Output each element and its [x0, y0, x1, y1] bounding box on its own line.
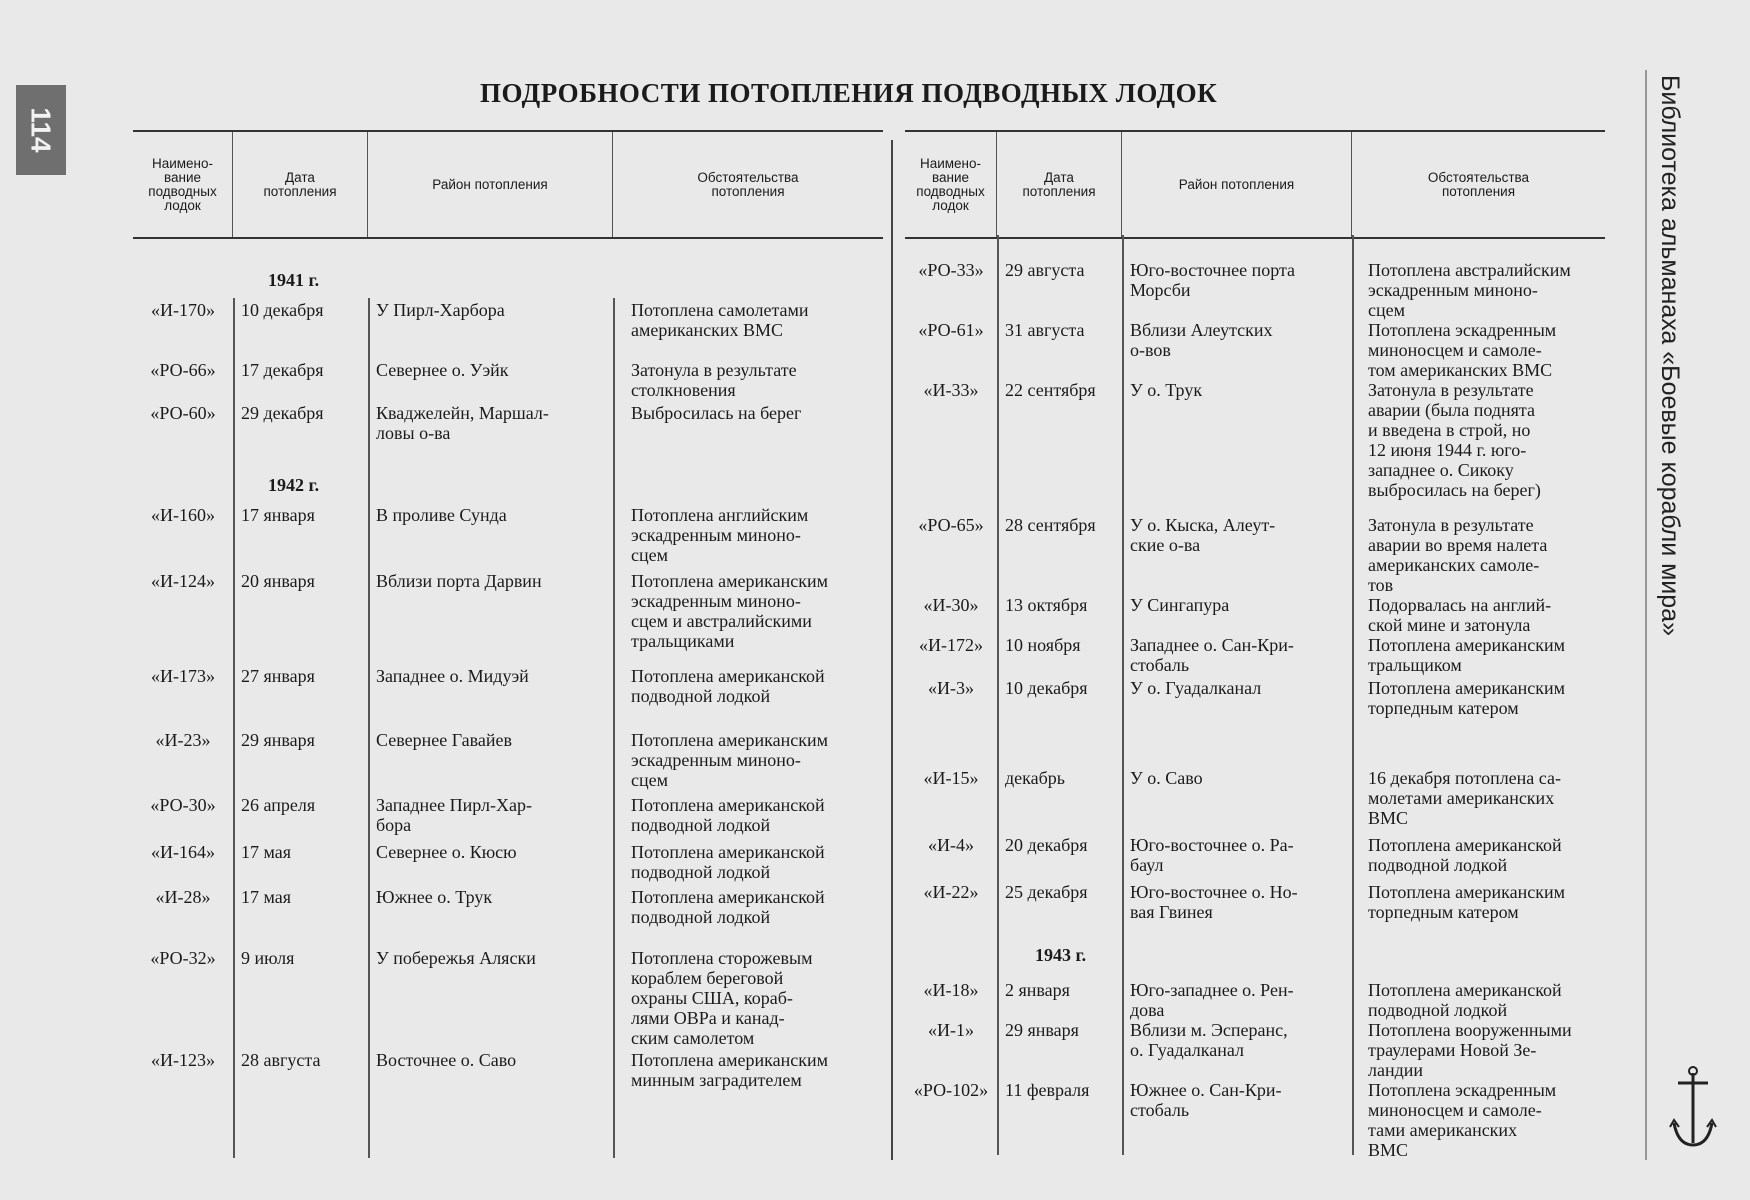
- sinking-circumstances: Потоплена вооруженными траулерами Новой Зе- ландии: [1368, 1020, 1572, 1080]
- series-title: Библиотека альманаха «Боевые корабли мира»: [1656, 75, 1684, 636]
- sinking-circumstances: Потоплена американским торпедным катером: [1368, 882, 1565, 922]
- sinking-date: 10 ноября: [1005, 635, 1081, 655]
- sinking-circumstances: Затонула в результате аварии во время налета американских самоле- тов: [1368, 515, 1548, 595]
- submarine-name: «РО-30»: [150, 795, 216, 815]
- column-rule: [1352, 235, 1354, 1155]
- page-number-tab: [16, 85, 66, 175]
- column-rule: [368, 298, 370, 1158]
- sinking-area: Южнее о. Трук: [376, 887, 493, 907]
- header-name: Наимено- вание подводных лодок: [905, 132, 997, 237]
- sinking-circumstances: Потоплена американской подводной лодкой: [631, 887, 825, 927]
- sinking-date: 28 сентября: [1005, 515, 1096, 535]
- submarine-name: «И-1»: [928, 1020, 974, 1040]
- sinking-circumstances: Потоплена американской подводной лодкой: [631, 666, 825, 706]
- column-rule: [233, 298, 235, 1158]
- sinking-area: Севернее о. Уэйк: [376, 360, 509, 380]
- submarine-name: «РО-32»: [150, 948, 216, 968]
- sinking-date: 10 декабря: [241, 300, 324, 320]
- sinking-date: 17 января: [241, 505, 315, 525]
- submarine-name: «И-164»: [151, 842, 215, 862]
- sinking-circumstances: 16 декабря потоплена са- молетами американских ВМС: [1368, 768, 1561, 828]
- submarine-name: «И-123»: [151, 1050, 215, 1070]
- sinking-area: У Пирл-Харбора: [376, 300, 505, 320]
- sinking-date: 29 января: [1005, 1020, 1079, 1040]
- submarine-name: «И-172»: [919, 635, 983, 655]
- sinking-area: Западнее о. Сан-Кри- стобаль: [1130, 635, 1294, 675]
- table-header: [905, 130, 1605, 239]
- sinking-area: Севернее о. Кюсю: [376, 842, 517, 862]
- column-rule: [613, 298, 615, 1158]
- sinking-date: 28 августа: [241, 1050, 321, 1070]
- sinking-date: 31 августа: [1005, 320, 1085, 340]
- table-header: [133, 130, 883, 239]
- sinking-date: 25 декабря: [1005, 882, 1088, 902]
- header-circumstances: Обстоятельства потопления: [697, 169, 799, 199]
- sinking-area: В проливе Сунда: [376, 505, 507, 525]
- submarine-name: «И-33»: [923, 380, 979, 400]
- sinking-area: У о. Кыска, Алеут- ские о-ва: [1130, 515, 1276, 555]
- header-date: Дата потопления: [997, 132, 1122, 237]
- submarine-name: «И-160»: [151, 505, 215, 525]
- submarine-name: «РО-65»: [918, 515, 984, 535]
- sinking-area: Кваджелейн, Маршал- ловы о-ва: [376, 403, 549, 443]
- sinking-circumstances: Потоплена самолетами американских ВМС: [631, 300, 809, 340]
- header-area: Район потопления: [368, 132, 613, 237]
- sinking-area: Юго-восточнее о. Ра- баул: [1130, 835, 1294, 875]
- sinking-date: 17 мая: [241, 842, 292, 862]
- sinking-circumstances: Выбросилась на берег: [631, 403, 802, 423]
- sinking-circumstances: Потоплена американским минным заградителем: [631, 1050, 828, 1090]
- anchor-icon: [1668, 1065, 1718, 1150]
- submarine-name: «И-173»: [151, 666, 215, 686]
- sinking-area: Вблизи Алеутских о-вов: [1130, 320, 1273, 360]
- sinking-date: 27 января: [241, 666, 315, 686]
- sinking-date: 11 февраля: [1005, 1080, 1090, 1100]
- sinking-circumstances: Потоплена американской подводной лодкой: [1368, 835, 1562, 875]
- sinking-area: У Сингапура: [1130, 595, 1230, 615]
- header-date: Дата потопления: [233, 132, 368, 237]
- sinking-area: У о. Трук: [1130, 380, 1203, 400]
- sinking-date: 17 декабря: [241, 360, 324, 380]
- sinking-circumstances: Потоплена американским торпедным катером: [1368, 678, 1565, 718]
- column-divider: [891, 140, 893, 1160]
- sinking-circumstances: Потоплена американской подводной лодкой: [631, 842, 825, 882]
- sinking-area: Юго-восточнее о. Но- вая Гвинея: [1130, 882, 1298, 922]
- sinking-date: 20 января: [241, 571, 315, 591]
- sinking-circumstances: Потоплена сторожевым кораблем береговой охраны США, кораб- лями ОВРа и канад- ским самолетом: [631, 948, 813, 1048]
- sinking-area: Юго-западнее о. Рен- дова: [1130, 980, 1294, 1020]
- column-rule: [997, 235, 999, 1155]
- sinking-area: У о. Гуадалканал: [1130, 678, 1262, 698]
- sinking-area: Севернее Гавайев: [376, 730, 513, 750]
- sinking-date: 10 декабря: [1005, 678, 1088, 698]
- header-circumstances: Обстоятельства потопления: [1427, 169, 1530, 199]
- submarine-name: «И-30»: [923, 595, 979, 615]
- sinking-circumstances: Подорвалась на англий- ской мине и затонула: [1368, 595, 1552, 635]
- sinking-date: 13 октября: [1005, 595, 1088, 615]
- right-table: [905, 130, 1605, 1180]
- sinking-date: 20 декабря: [1005, 835, 1088, 855]
- sinking-circumstances: Потоплена английским эскадренным миноно- сцем: [631, 505, 809, 565]
- header-name: Наимено- вание подводных лодок: [133, 132, 233, 237]
- year-heading: 1943 г.: [1035, 945, 1087, 965]
- submarine-name: «И-28»: [155, 887, 211, 907]
- submarine-name: «РО-66»: [150, 360, 216, 380]
- submarine-name: «И-18»: [923, 980, 979, 1000]
- submarine-name: «РО-60»: [150, 403, 216, 423]
- submarine-name: «РО-102»: [913, 1080, 989, 1100]
- submarine-name: «РО-33»: [918, 260, 984, 280]
- sinking-area: Вблизи м. Эсперанс, о. Гуадалканал: [1130, 1020, 1288, 1060]
- sinking-date: 2 января: [1005, 980, 1070, 1000]
- column-rule: [1122, 235, 1124, 1155]
- page-number: 114: [25, 107, 57, 153]
- header-area: Район потопления: [1122, 132, 1352, 237]
- sinking-circumstances: Потоплена американским тральщиком: [1368, 635, 1565, 675]
- sinking-area: У побережья Аляски: [376, 948, 536, 968]
- sinking-circumstances: Потоплена американской подводной лодкой: [631, 795, 825, 835]
- submarine-name: «И-3»: [928, 678, 974, 698]
- submarine-name: «И-15»: [923, 768, 979, 788]
- sinking-area: Вблизи порта Дарвин: [376, 571, 542, 591]
- sinking-circumstances: Потоплена эскадренным миноносцем и самоле- том американских ВМС: [1368, 320, 1557, 380]
- page-title: ПОДРОБНОСТИ ПОТОПЛЕНИЯ ПОДВОДНЫХ ЛОДОК: [480, 78, 1218, 108]
- sinking-circumstances: Потоплена американским эскадренным миноно- сцем и австралийскими тральщиками: [631, 571, 828, 651]
- submarine-name: «И-4»: [928, 835, 974, 855]
- sinking-area: Южнее о. Сан-Кри- стобаль: [1130, 1080, 1282, 1120]
- sinking-area: Западнее Пирл-Хар- бора: [376, 795, 533, 835]
- submarine-name: «И-23»: [155, 730, 211, 750]
- sinking-circumstances: Потоплена австралийским эскадренным миноно- сцем: [1368, 260, 1571, 320]
- sinking-date: 22 сентября: [1005, 380, 1096, 400]
- year-heading: 1941 г.: [268, 270, 320, 290]
- sinking-area: У о. Саво: [1130, 768, 1203, 788]
- submarine-name: «РО-61»: [918, 320, 984, 340]
- sinking-area: Юго-восточнее порта Морсби: [1130, 260, 1296, 300]
- sinking-circumstances: Затонула в результате аварии (была поднята и введена в строй, но 12 июня 1944 г. юго- западнее о. Сикоку выбросилась на берег): [1368, 380, 1541, 500]
- left-table: [133, 130, 883, 1180]
- sinking-circumstances: Потоплена эскадренным миноносцем и самоле- тами американских ВМС: [1368, 1080, 1557, 1160]
- sinking-circumstances: Потоплена американской подводной лодкой: [1368, 980, 1562, 1020]
- sinking-date: 26 апреля: [241, 795, 316, 815]
- sinking-circumstances: Затонула в результате столкновения: [631, 360, 797, 400]
- sinking-date: 29 августа: [1005, 260, 1085, 280]
- sinking-date: декабрь: [1005, 768, 1065, 788]
- submarine-name: «И-170»: [151, 300, 215, 320]
- sinking-area: Восточнее о. Саво: [376, 1050, 517, 1070]
- sinking-circumstances: Потоплена американским эскадренным миноно- сцем: [631, 730, 828, 790]
- sinking-area: Западнее о. Мидуэй: [376, 666, 529, 686]
- sinking-date: 29 декабря: [241, 403, 324, 423]
- submarine-name: «И-124»: [151, 571, 215, 591]
- sinking-date: 9 июля: [241, 948, 295, 968]
- year-heading: 1942 г.: [268, 475, 320, 495]
- submarine-name: «И-22»: [923, 882, 979, 902]
- sinking-date: 29 января: [241, 730, 315, 750]
- sinking-date: 17 мая: [241, 887, 292, 907]
